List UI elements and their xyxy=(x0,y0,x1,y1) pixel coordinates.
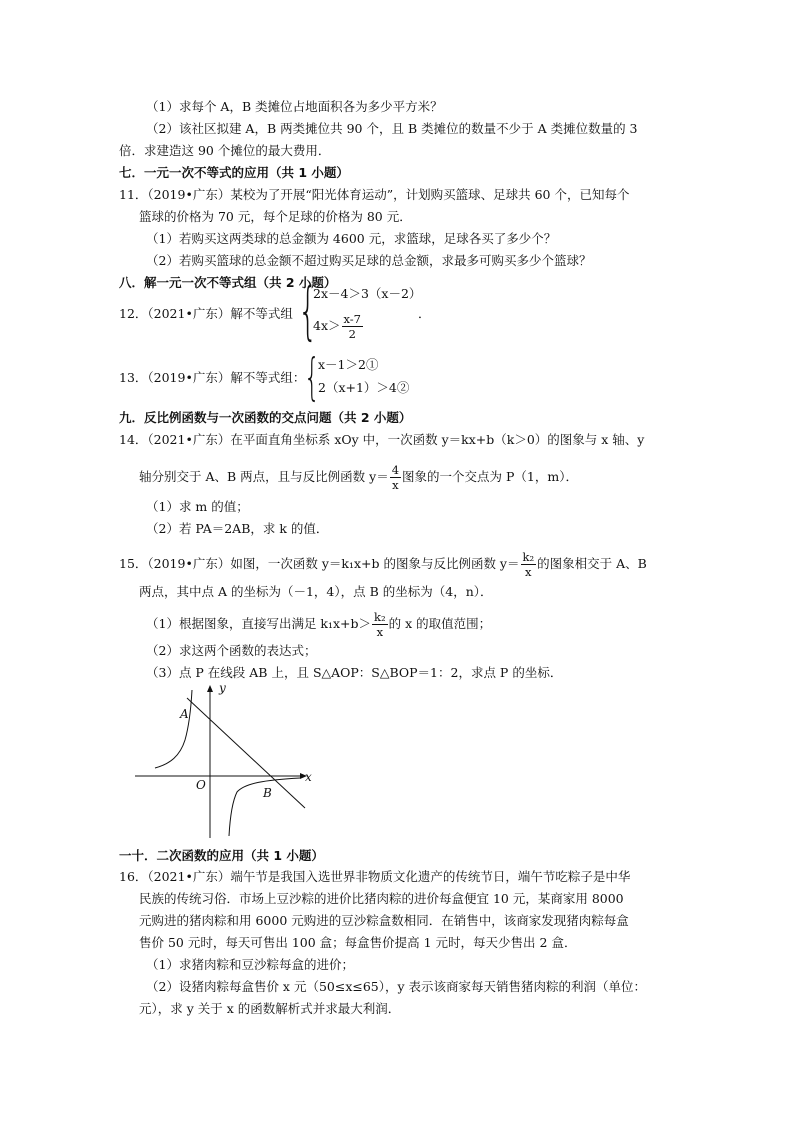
p12-eq1: 2x－4＞3（x－2） xyxy=(313,286,422,301)
p12-eq2-denominator: 2 xyxy=(348,327,356,341)
p15-line1-a: 15．（2019•广东）如图，一次函数 y＝k₁x+b 的图象与反比例函数 y＝ xyxy=(119,556,520,571)
p12-end: ． xyxy=(418,306,431,321)
point-a-label: A xyxy=(180,707,189,721)
p15-q1-fraction-num: k₂ xyxy=(374,610,386,624)
hyperbola-branch-left xyxy=(155,690,192,768)
x-axis-label: x xyxy=(305,770,312,784)
p12-eq2-fraction xyxy=(342,312,364,341)
p11-line2: 篮球的价格为 70 元，每个足球的价格为 80 元． xyxy=(139,209,412,224)
p15-q1-fraction-den: x xyxy=(376,625,384,639)
p16-line3: 元购进的猪肉粽和用 6000 元购进的豆沙粽盒数相同．在销售中，该商家发现猪肉粽每盒 xyxy=(139,913,629,928)
section-7-heading: 七．一元一次不等式的应用（共 1 小题） xyxy=(119,165,349,180)
p12-brace: { xyxy=(298,274,318,347)
p15-graph xyxy=(125,678,325,843)
p13-brace: { xyxy=(304,348,320,406)
p11-q1: （1）若购买这两类球的总金额为 4600 元，求篮球，足球各买了多少个？ xyxy=(146,231,557,246)
p14-fraction xyxy=(390,463,401,492)
p12-eq2-left: 4x＞ xyxy=(313,318,341,333)
p16-q1: （1）求猪肉粽和豆沙粽每盒的进价； xyxy=(146,957,354,972)
p15-q1 xyxy=(146,610,491,639)
p10-q2-line1: （2）该社区拟建 A，B 两类摊位共 90 个，且 B 类摊位的数量不少于 A 类摊位数量的 3 xyxy=(146,121,638,136)
p15-fraction xyxy=(521,550,537,579)
section-8-heading: 八．解一元一次不等式组（共 2 小题） xyxy=(119,275,337,290)
p15-q3: （3）点 P 在线段 AB 上，且 S△AOP：S△BOP＝1：2，求点 P 的坐标． xyxy=(146,665,563,680)
p12-eq2 xyxy=(313,312,364,341)
p14-line2 xyxy=(139,463,578,492)
p15-line1 xyxy=(119,550,647,579)
y-axis-label: y xyxy=(219,681,226,695)
p16-line4: 售价 50 元时，每天可售出 100 盒；每盒售价提高 1 元时，每天少售出 2 盒． xyxy=(139,935,577,950)
p16-q2-line2: 元），求 y 关于 x 的函数解析式并求最大利润． xyxy=(139,1001,401,1016)
p14-line1: 14．（2021•广东）在平面直角坐标系 xOy 中，一次函数 y＝kx+b（k＞0）的图象与 x 轴、y xyxy=(119,432,645,447)
p14-line2-a: 轴分别交于 A、B 两点，且与反比例函数 y＝ xyxy=(139,469,389,484)
origin-label: O xyxy=(196,778,206,792)
p12-eq2-numerator: x-7 xyxy=(343,312,362,326)
p16-line1: 16．（2021•广东）端午节是我国入选世界非物质文化遗产的传统节日，端午节吃粽子是中华 xyxy=(119,869,631,884)
p14-line2-b: 图象的一个交点为 P（1，m）． xyxy=(402,469,578,484)
section-9-heading: 九．反比例函数与一次函数的交点问题（共 2 小题） xyxy=(119,410,412,425)
p11-q2: （2）若购买篮球的总金额不超过购买足球的总金额，求最多可购买多少个篮球？ xyxy=(146,253,592,268)
p13-prefix: 13．（2019•广东）解不等式组： xyxy=(119,370,306,385)
p15-fraction-den: x xyxy=(525,565,532,579)
p10-q1: （1）求每个 A，B 类摊位占地面积各为多少平方米？ xyxy=(146,99,443,114)
p12-prefix: 12．（2021•广东）解不等式组 xyxy=(119,306,293,321)
p15-line1-b: 的图象相交于 A、B xyxy=(537,556,647,571)
p15-q1-a: （1）根据图象，直接写出满足 k₁x+b＞ xyxy=(146,616,372,631)
p13-eq2: 2（x+1）＞4② xyxy=(318,380,410,395)
p14-q2: （2）若 PA＝2AB，求 k 的值． xyxy=(146,521,329,536)
p15-line2: 两点，其中点 A 的坐标为（－1，4），点 B 的坐标为（4，n）． xyxy=(139,584,493,599)
p15-q2: （2）求这两个函数的表达式； xyxy=(146,643,317,658)
p14-q1: （1）求 m 的值； xyxy=(146,499,249,514)
y-axis-arrow xyxy=(207,685,213,692)
p15-q1-fraction xyxy=(372,610,388,639)
section-10-heading: 一十．二次函数的应用（共 1 小题） xyxy=(119,848,324,863)
p16-q2-line1: （2）设猪肉粽每盒售价 x 元（50≤x≤65），y 表示该商家每天销售猪肉粽的利润（单位： xyxy=(146,979,647,994)
p16-line2: 民族的传统习俗．市场上豆沙粽的进价比猪肉粽的进价每盒便宜 10 元，某商家用 8000 xyxy=(139,891,624,906)
p14-fraction-num: 4 xyxy=(391,463,400,477)
point-b-label: B xyxy=(263,786,272,800)
p11-line1: 11．（2019•广东）某校为了开展“阳光体育运动”，计划购买篮球、足球共 60 个，已知每个 xyxy=(119,187,630,202)
p14-fraction-den: x xyxy=(392,478,399,492)
p15-q1-b: 的 x 的取值范围； xyxy=(388,616,492,631)
p13-eq1: x－1＞2① xyxy=(318,357,379,372)
p15-fraction-num: k₂ xyxy=(522,550,535,564)
p10-q2-line2: 倍．求建造这 90 个摊位的最大费用． xyxy=(119,143,331,158)
